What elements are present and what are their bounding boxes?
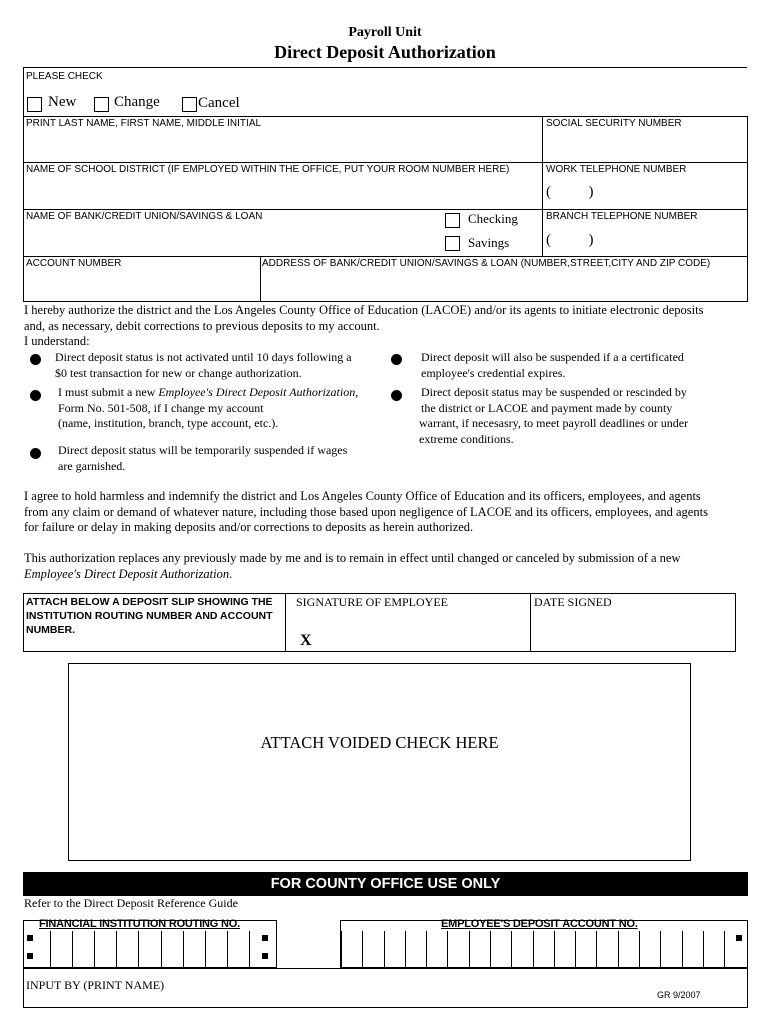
- signature-label: SIGNATURE OF EMPLOYEE: [296, 595, 449, 609]
- new-option-label: New: [48, 94, 77, 110]
- voided-check-area[interactable]: [68, 663, 691, 861]
- bank-name-label: NAME OF BANK/CREDIT UNION/SAVINGS & LOAN: [26, 211, 263, 222]
- work-phone-label: WORK TELEPHONE NUMBER: [546, 164, 687, 175]
- replaces-authorization-text: This authorization replaces any previously made by me and is to remain in effect until changed or canceled by submission of a new Employee's Direct Deposit Authorization.: [24, 551, 681, 581]
- bullet-activation: Direct deposit status is not activated until 10 days following a $0 test transaction for new or change authorization.: [55, 350, 352, 380]
- county-use-banner: FOR COUNTY OFFICE USE ONLY: [23, 872, 748, 896]
- change-option-label: Change: [114, 94, 160, 110]
- date-signed-label: DATE SIGNED: [534, 595, 612, 609]
- bullet-credential: Direct deposit will also be suspended if a a certificated employee's credential expires.: [421, 350, 684, 380]
- bank-address-input[interactable]: [262, 272, 744, 299]
- bank-name-input[interactable]: [26, 225, 436, 253]
- deposit-account-cells: [341, 931, 725, 967]
- bullet-icon: [30, 448, 41, 459]
- bullet-icon: [30, 390, 41, 401]
- alignment-mark-icon: [27, 953, 33, 959]
- account-number-label: ACCOUNT NUMBER: [26, 258, 122, 269]
- branch-phone-label: BRANCH TELEPHONE NUMBER: [546, 211, 698, 222]
- alignment-mark-icon: [27, 935, 33, 941]
- routing-number-cells: [50, 931, 250, 967]
- i-understand-text: I understand:: [24, 334, 90, 348]
- name-label: PRINT LAST NAME, FIRST NAME, MIDDLE INITIAL: [26, 118, 262, 129]
- account-number-input[interactable]: [26, 272, 256, 299]
- new-checkbox[interactable]: [27, 97, 42, 112]
- change-checkbox[interactable]: [94, 97, 109, 112]
- input-by-label: INPUT BY (PRINT NAME): [26, 978, 165, 992]
- signature-input[interactable]: [318, 615, 526, 649]
- bullet-garnished: Direct deposit status will be temporarily suspended if wages are garnished.: [58, 443, 348, 473]
- bank-address-label: ADDRESS OF BANK/CREDIT UNION/SAVINGS & LOAN (NUMBER,STREET,CITY AND ZIP CODE): [262, 258, 711, 269]
- deposit-account-title: EMPLOYEE'S DEPOSIT ACCOUNT NO.: [441, 918, 638, 930]
- bullet-icon: [391, 390, 402, 401]
- savings-label: Savings: [468, 235, 510, 250]
- hold-harmless-text: I agree to hold harmless and indemnify the district and Los Angeles County Office of Education and its officers, employees, and agents from any claim or demand of whatever nature, including those based upon negligence of LACOE and its officers, employees, and agents for failure or delay in making deposits and/or corrections to deposits as herein authorized.: [24, 489, 708, 534]
- bullet-new-authorization: I must submit a new Employee's Direct Deposit Authorization, Form No. 501-508, if I change my account (name, institution, branch, type account, etc.).: [58, 385, 359, 430]
- deposit-slip-note: ATTACH BELOW A DEPOSIT SLIP SHOWING THE INSTITUTION ROUTING NUMBER AND ACCOUNT NUMBER.: [26, 596, 273, 636]
- alignment-mark-icon: [262, 953, 268, 959]
- signature-x-mark: X: [300, 632, 312, 649]
- alignment-mark-icon: [736, 935, 742, 941]
- work-phone-input[interactable]: ( ): [546, 184, 594, 200]
- name-input[interactable]: [26, 131, 538, 159]
- please-check-label: PLEASE CHECK: [26, 71, 103, 82]
- school-district-input[interactable]: [26, 178, 538, 206]
- form-code: GR 9/2007: [657, 990, 701, 1000]
- voided-check-label: ATTACH VOIDED CHECK HERE: [260, 733, 499, 752]
- authorization-intro: I hereby authorize the district and the Los Angeles County Office of Education (LACOE) and/or its agents to initiate electronic deposits and, as necessary, debit corrections to previous deposits to my account.: [24, 303, 704, 333]
- cancel-option-label: Cancel: [198, 95, 240, 111]
- ssn-input[interactable]: [546, 131, 744, 159]
- form-title: Direct Deposit Authorization: [274, 42, 496, 62]
- checking-label: Checking: [468, 211, 518, 226]
- payroll-unit-heading: Payroll Unit: [348, 25, 422, 40]
- cancel-checkbox[interactable]: [182, 97, 197, 112]
- savings-checkbox[interactable]: [445, 236, 460, 251]
- bullet-icon: [30, 354, 41, 365]
- school-district-label: NAME OF SCHOOL DISTRICT (IF EMPLOYED WITHIN THE OFFICE, PUT YOUR ROOM NUMBER HERE): [26, 164, 510, 175]
- ssn-label: SOCIAL SECURITY NUMBER: [546, 118, 682, 129]
- reference-guide-note: Refer to the Direct Deposit Reference Guide: [24, 896, 238, 910]
- routing-number-title: FINANCIAL INSTITUTION ROUTING NO.: [39, 918, 240, 930]
- branch-phone-input[interactable]: ( ): [546, 232, 594, 248]
- alignment-mark-icon: [262, 935, 268, 941]
- bullet-rescinded: Direct deposit status may be suspended or rescinded by the district or LACOE and payment made by county warrant, if necesasry, to meet payroll deadlines or under extreme conditions.: [419, 385, 689, 446]
- bullet-icon: [391, 354, 402, 365]
- date-signed-input[interactable]: [534, 612, 732, 648]
- checking-checkbox[interactable]: [445, 213, 460, 228]
